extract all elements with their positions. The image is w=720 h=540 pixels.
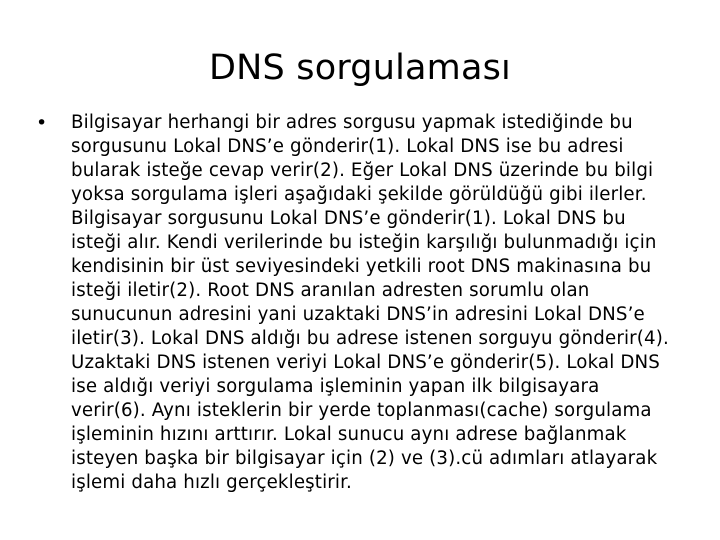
bullet-line: kendisinin bir üst seviyesindeki yetkili root DNS makinasına bu <box>71 256 652 277</box>
bullet-paragraph <box>71 111 720 495</box>
bullet-line: Bilgisayar herhangi bir adres sorgusu yapmak istediğinde bu <box>71 112 633 133</box>
bullet-line: isteği iletir(2). Root DNS aranılan adresten sorumlu olan <box>71 280 590 301</box>
slide-title: DNS sorgulaması <box>209 48 511 88</box>
bullet-line: sunucunun adresini yani uzaktaki DNS’in adresini Lokal DNS’e <box>71 304 645 325</box>
bullet-line: işlemi daha hızlı gerçekleştirir. <box>71 472 352 493</box>
bullet-line: iletir(3). Lokal DNS aldığı bu adrese istenen sorguyu gönderir(4). <box>71 328 669 349</box>
bullet-line: ise aldığı veriyi sorgulama işleminin yapan ilk bilgisayara <box>71 376 600 397</box>
bullet-line: sorgusunu Lokal DNS’e gönderir(1). Lokal DNS ise bu adresi <box>71 136 624 157</box>
bullet-symbol: • <box>36 112 48 134</box>
bullet-item <box>36 111 720 495</box>
bullet-line: Bilgisayar sorgusunu Lokal DNS’e gönderir(1). Lokal DNS bu <box>71 208 626 229</box>
bullet-line: bularak isteğe cevap verir(2). Eğer Lokal DNS üzerinde bu bilgi <box>71 160 654 181</box>
bullet-line: işleminin hızını arttırır. Lokal sunucu aynı adrese bağlanmak <box>71 424 627 445</box>
bullet-line: Uzaktaki DNS istenen veriyi Lokal DNS’e gönderir(5). Lokal DNS <box>71 352 660 373</box>
bullet-line: isteyen başka bir bilgisayar için (2) ve (3).cü adımları atlayarak <box>71 448 658 469</box>
bullet-line: yoksa sorgulama işleri aşağıdaki şekilde görüldüğü gibi ilerler. <box>71 184 647 205</box>
bullet-line: verir(6). Aynı isteklerin bir yerde toplanması(cache) sorgulama <box>71 400 652 421</box>
bullet-line: isteği alır. Kendi verilerinde bu isteğin karşılığı bulunmadığı için <box>71 232 657 253</box>
